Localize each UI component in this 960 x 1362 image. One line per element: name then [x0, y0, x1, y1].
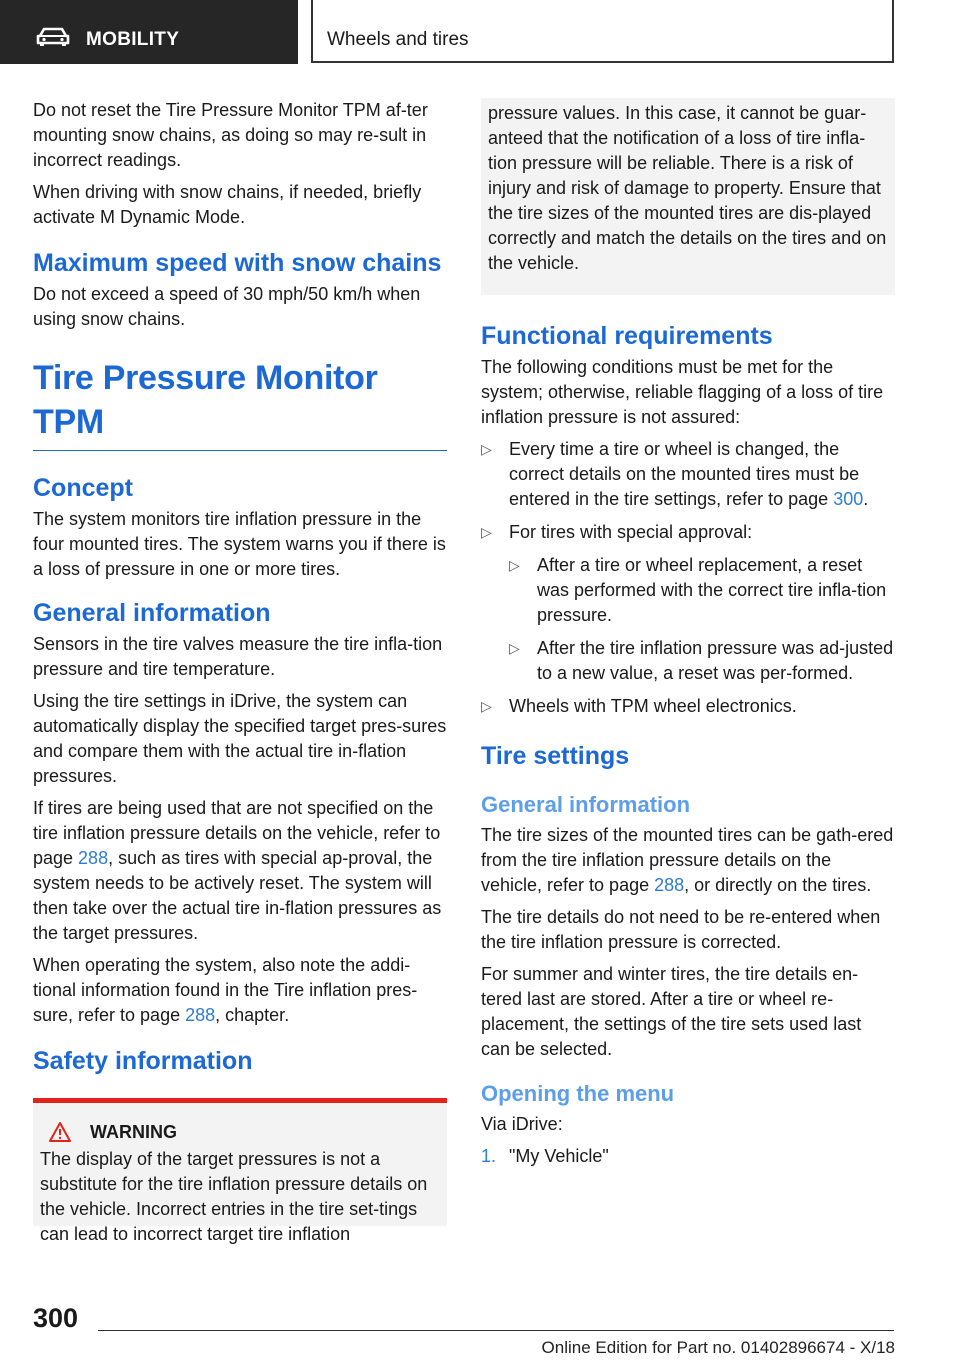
text: After a tire or wheel replacement, a reset was performed with the correct tire infla‐tion pressure. [537, 555, 887, 625]
page-link[interactable]: 288 [78, 848, 109, 868]
left-column [33, 98, 447, 1244]
paragraph: The system monitors tire inflation pressure in the four mounted tires. The system warns you if there is a loss of pressure in one or more tires. [33, 509, 446, 579]
heading-general-info: General information [33, 599, 271, 627]
page-title: Wheels and tires [327, 29, 469, 50]
sub-list [509, 553, 895, 686]
paragraph [33, 796, 447, 946]
section-label: MOBILITY [86, 29, 180, 50]
car-icon [36, 27, 70, 47]
text: The tire sizes of the mounted tires can be gath‐ered from the tire inflation pressure details on the vehicle, refer to page [481, 825, 894, 895]
page-link[interactable]: 300 [833, 489, 864, 509]
list-item [481, 437, 895, 512]
paragraph [33, 953, 447, 1028]
text: , chapter. [215, 1005, 290, 1025]
text: If tires are being used that are not specified on the tire inflation pressure details on the vehicle, refer to page [33, 798, 441, 868]
text: Wheels with TPM wheel electronics. [509, 696, 797, 716]
paragraph: Sensors in the tire valves measure the tire infla‐tion pressure and tire temperature. [33, 634, 443, 679]
step-number: 1. [481, 1146, 497, 1166]
page-header [311, 0, 894, 63]
requirements-list [481, 437, 895, 719]
page-link[interactable]: 288 [185, 1005, 216, 1025]
paragraph: Do not exceed a speed of 30 mph/50 km/h when using snow chains. [33, 284, 421, 329]
text: , or directly on the tires. [684, 875, 872, 895]
heading-safety: Safety information [33, 1047, 253, 1075]
warning-box-continued [481, 98, 895, 295]
paragraph: When driving with snow chains, if needed, briefly activate M Dynamic Mode. [33, 182, 422, 227]
heading-general-info: General information [481, 792, 691, 817]
warning-title: WARNING [90, 1121, 177, 1142]
text: After the tire inflation pressure was ad‐justed to a new value, a reset was per‐formed. [537, 638, 894, 683]
text: Every time a tire or wheel is changed, the correct details on the mounted tires must be entered in the tire settings, refer to page [509, 439, 860, 509]
triangle-bullet-icon: ▷ [481, 441, 492, 457]
triangle-bullet-icon: ▷ [509, 640, 520, 656]
text: , such as tires with special ap‐proval, the system needs to be actively reset. The system will then take over the actual tire in‐flation pressures as the target pressures. [33, 848, 442, 943]
heading-concept: Concept [33, 474, 133, 502]
page-link[interactable]: 288 [654, 875, 685, 895]
footer-divider [98, 1330, 894, 1331]
section-tab [0, 0, 298, 64]
paragraph: The tire details do not need to be re-entered when the tire inflation pressure is corrected. [481, 907, 881, 952]
triangle-bullet-icon: ▷ [509, 557, 520, 573]
list-item [481, 520, 895, 686]
text: When operating the system, also note the addi‐tional information found in the Tire inflation pres‐sure, refer to page [33, 955, 418, 1025]
paragraph: Using the tire settings in iDrive, the system can automatically display the specified target pres‐sures and compare them with the actual tire in‐flation pressures. [33, 691, 447, 786]
paragraph: Do not reset the Tire Pressure Monitor TPM af‐ter mounting snow chains, as doing so may re‐sult in incorrect readings. [33, 100, 428, 170]
paragraph: Via iDrive: [481, 1114, 563, 1134]
list-item [481, 694, 895, 719]
paragraph: The following conditions must be met for the system; otherwise, reliable flagging of a loss of tire inflation pressure is not assured: [481, 357, 884, 427]
triangle-bullet-icon: ▷ [481, 698, 492, 714]
edition-note: Online Edition for Part no. 01402896674 - X/18 [541, 1338, 895, 1357]
paragraph [481, 823, 895, 898]
sub-list-item [509, 636, 895, 686]
heading-max-speed: Maximum speed with snow chains [33, 249, 442, 277]
text: For tires with special approval: [509, 522, 753, 542]
steps-list [481, 1144, 895, 1169]
sub-list-item [509, 553, 895, 628]
text: . [863, 489, 869, 509]
page-number: 300 [33, 1303, 79, 1333]
right-column [481, 98, 895, 1169]
heading-tpm: Tire Pressure Monitor TPM [33, 356, 447, 451]
heading-functional-requirements: Functional requirements [481, 322, 773, 350]
warning-triangle-icon [48, 1121, 72, 1143]
warning-header [40, 1121, 440, 1143]
heading-tire-settings: Tire settings [481, 742, 630, 770]
triangle-bullet-icon: ▷ [481, 524, 492, 540]
step-item [481, 1144, 895, 1169]
heading-opening-menu: Opening the menu [481, 1081, 675, 1106]
warning-box [33, 1098, 447, 1244]
text: "My Vehicle" [509, 1146, 609, 1166]
warning-text: The display of the target pressures is not a substitute for the tire inflation pressure details on the vehicle. Incorrect entries in the tire set‐tings can lead to incorrect target tire inflation [40, 1149, 428, 1244]
paragraph: For summer and winter tires, the tire details en‐tered last are stored. After a tire or wheel re‐placement, the settings of the tire sets used last can be selected. [481, 964, 862, 1059]
warning-text-continued: pressure values. In this case, it cannot be guar‐anteed that the notification of a loss of tire infla‐tion pressure will be reliable. There is a risk of injury and risk of damage to property. Ensure that the tire sizes of the mounted tires are dis‐played correctly and match the details on the tires and on the vehicle. [488, 103, 887, 273]
